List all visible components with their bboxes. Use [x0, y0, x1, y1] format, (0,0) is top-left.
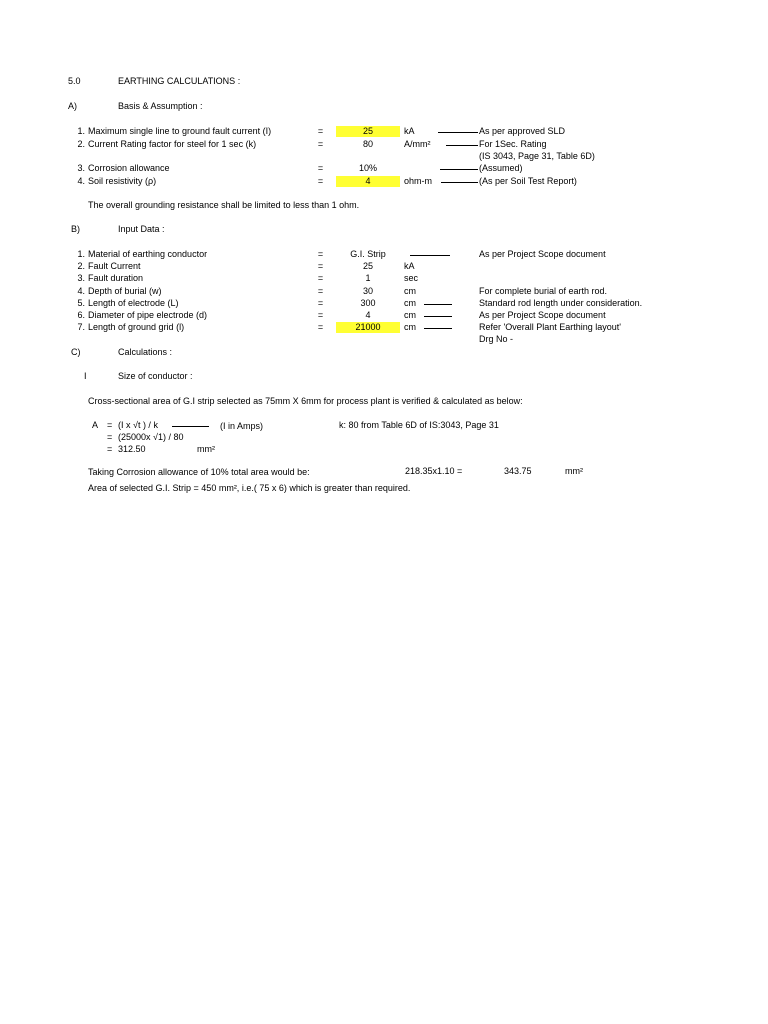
row-number: 1. — [77, 126, 85, 136]
row-unit: ohm-m — [404, 176, 433, 186]
grounding-statement: The overall grounding resistance shall be limited to less than 1 ohm. — [88, 200, 360, 210]
row-unit: kA — [404, 126, 415, 136]
subsection-label: I — [84, 371, 87, 381]
section-title: EARTHING CALCULATIONS : — [118, 76, 241, 86]
row-label: Length of electrode (L) — [88, 298, 179, 308]
row-unit: cm — [404, 310, 416, 320]
formula-expression: (25000x √1) / 80 — [118, 432, 184, 442]
leader-line — [172, 426, 209, 427]
row-value: 80 — [362, 139, 373, 149]
row-value: 30 — [362, 286, 373, 296]
row-label: Diameter of pipe electrode (d) — [88, 310, 208, 320]
row-number: 4. — [77, 176, 85, 186]
row-value: 25 — [362, 126, 373, 136]
row-note: As per Project Scope document — [479, 249, 606, 259]
row-value: 25 — [362, 261, 373, 271]
formula-equals: = — [107, 432, 113, 442]
equals-sign: = — [317, 273, 324, 283]
formula-equals: = — [107, 420, 113, 430]
corrosion-result-unit: mm² — [565, 466, 583, 476]
section-c-title: Calculations : — [118, 347, 173, 357]
row-number: 2. — [77, 139, 85, 149]
equals-sign: = — [317, 286, 324, 296]
equals-sign: = — [317, 176, 324, 186]
equals-sign: = — [317, 310, 324, 320]
subsection-title: Size of conductor : — [118, 371, 193, 381]
row-note: Refer 'Overall Plant Earthing layout' — [479, 322, 622, 332]
row-label: Fault duration — [88, 273, 144, 283]
leader-line — [440, 169, 478, 170]
section-a-label: A) — [68, 101, 77, 111]
row-number: 3. — [77, 273, 85, 283]
section-b-label: B) — [71, 224, 80, 234]
formula-result-unit: mm² — [197, 444, 215, 454]
row-note: Standard rod length under consideration. — [479, 298, 643, 308]
leader-line — [438, 132, 478, 133]
row-number: 6. — [77, 310, 85, 320]
row-label: Depth of burial (w) — [88, 286, 162, 296]
row-unit: sec — [404, 273, 419, 283]
corrosion-calculation: 218.35x1.10 = — [405, 466, 463, 476]
row-unit: cm — [404, 286, 416, 296]
row-unit: kA — [404, 261, 415, 271]
row-number: 5. — [77, 298, 85, 308]
section-c-label: C) — [71, 347, 81, 357]
leader-line — [441, 182, 478, 183]
row-number: 7. — [77, 322, 85, 332]
row-number: 3. — [77, 163, 85, 173]
leader-line — [424, 304, 452, 305]
equals-sign: = — [317, 163, 324, 173]
row-value: 4 — [365, 310, 371, 320]
equals-sign: = — [317, 139, 324, 149]
row-value: 21000 — [355, 322, 381, 332]
row-note: As per approved SLD — [479, 126, 566, 136]
row-unit: A/mm² — [404, 139, 431, 149]
leader-line — [446, 145, 478, 146]
row-note: For 1Sec. Rating — [479, 139, 547, 149]
row-number: 2. — [77, 261, 85, 271]
leader-line — [410, 255, 450, 256]
conclusion-statement: Area of selected G.I. Strip = 450 mm², i.e.( 75 x 6) which is greater than required. — [88, 483, 411, 493]
formula-expression: (I x √t ) / k — [118, 420, 158, 430]
corrosion-result: 343.75 — [504, 466, 532, 476]
row-label: Maximum single line to ground fault current (I) — [88, 126, 272, 136]
formula-unit-note: (I in Amps) — [220, 421, 264, 431]
row-label: Corrosion allowance — [88, 163, 170, 173]
section-a-title: Basis & Assumption : — [118, 101, 203, 111]
row-note: (Assumed) — [479, 163, 523, 173]
row-value: 1 — [365, 273, 371, 283]
leader-line — [424, 316, 452, 317]
equals-sign: = — [317, 322, 324, 332]
row-label: Soil resistivity (ρ) — [88, 176, 157, 186]
row-label: Length of ground grid (l) — [88, 322, 185, 332]
equals-sign: = — [317, 261, 324, 271]
row-label: Current Rating factor for steel for 1 sec (k) — [88, 139, 257, 149]
row-unit: cm — [404, 322, 416, 332]
row-label: Fault Current — [88, 261, 141, 271]
formula-result: 312.50 — [118, 444, 146, 454]
section-number: 5.0 — [68, 76, 81, 86]
corrosion-allowance-text: Taking Corrosion allowance of 10% total area would be: — [88, 467, 310, 477]
row-unit: cm — [404, 298, 416, 308]
row-value: G.I. Strip — [350, 249, 386, 259]
leader-line — [424, 328, 452, 329]
formula-equals: = — [107, 444, 113, 454]
row-note: (As per Soil Test Report) — [479, 176, 577, 186]
equals-sign: = — [317, 126, 324, 136]
formula-reference: k: 80 from Table 6D of IS:3043, Page 31 — [339, 420, 499, 430]
row-note: As per Project Scope document — [479, 310, 606, 320]
row-value: 10% — [358, 163, 377, 173]
formula-lhs: A — [92, 420, 99, 430]
equals-sign: = — [317, 249, 324, 259]
row-note-reference: (IS 3043, Page 31, Table 6D) — [479, 151, 595, 161]
row-label: Material of earthing conductor — [88, 249, 208, 259]
row-note: For complete burial of earth rod. — [479, 286, 608, 296]
row-number: 4. — [77, 286, 85, 296]
row-value: 4 — [365, 176, 371, 186]
row-value: 300 — [360, 298, 376, 308]
drawing-number: Drg No - — [479, 334, 514, 344]
equals-sign: = — [317, 298, 324, 308]
row-number: 1. — [77, 249, 85, 259]
section-b-title: Input Data : — [118, 224, 165, 234]
cross-section-intro: Cross-sectional area of G.I strip selected as 75mm X 6mm for process plant is verified & calculated as below: — [88, 396, 523, 406]
